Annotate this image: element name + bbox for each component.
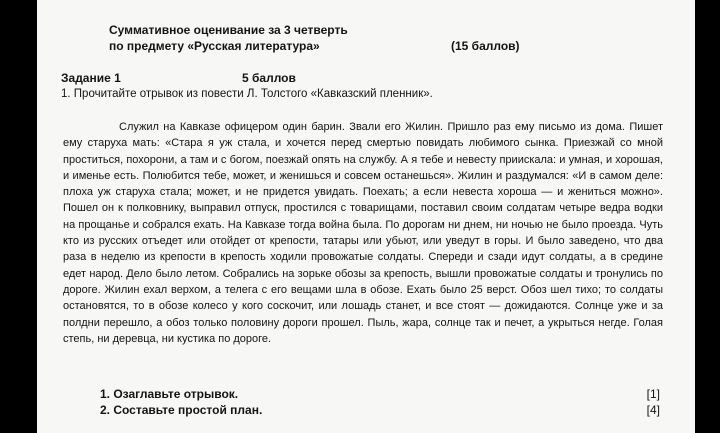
assessment-header [109, 22, 348, 54]
story-excerpt: Служил на Кавказе офицером один барин. Звали его Жилин. Пришло раз ему письмо из дома. Пишет ему старуха мать: «Стара я уж стала, и хочется перед смертью повидать любимого сынка. Приезжай со мной проститься, похорони, а там и с богом, поезжай опять на службу. А я тебе и невесту приискала: и умная, и хорошая, и именье есть. Полюбится тебе, может, и женишься и совсем останешься». Жилин и раздумался: «И в самом деле: плоха уж старуха стала; может, и не придется увидать. Поехать; а если невеста хороша — и жениться можно». Пошел он к полковнику, выправил отпуск, простился с товарищами, поставил своим солдатам четыре ведра водки на прощанье и собрался ехать. На Кавказе тогда война была. По дорогам ни днем, ни ночью не было проезда. Чуть кто из русских отъедет или отойдет от крепости, татары или убьют, или уведут в горы. И было заведено, что два раза в неделю из крепости в крепость ходили провожатые солдаты. Спереди и сзади идут солдаты, а в средине едет народ. Дело было летом. Собрались на зорьке обозы за крепость, вышли провожатые солдаты и тронулись по дороге. Жилин ехал верхом, а телега с его вещами шла в обозе. Ехать было 25 верст. Обоз шел тихо; то солдаты остановятся, то в обозе колесо у кого соскочит, или лошадь станет, и все стоят — дожидаются. Солнце уже и за полдни перешло, а обоз только половину дороги прошел. Пыль, жара, солнце так и печет, а укрыться негде. Голая степь, ни деревца, ни кустика по дороге. [63, 121, 663, 345]
question-2-points: [4] [646, 403, 660, 417]
assessment-title: Суммативное оценивание за 3 четверть [109, 23, 348, 37]
question-1-text: 1. Озаглавьте отрывок. [100, 387, 239, 401]
task-points: 5 баллов [242, 71, 296, 85]
task-title: Задание 1 [61, 71, 121, 85]
subject-line: по предмету «Русская литература» [109, 39, 320, 53]
question-2 [100, 402, 660, 418]
worksheet-page [37, 0, 695, 433]
task-instruction: 1. Прочитайте отрывок из повести Л. Толстого «Кавказский пленник». [61, 88, 433, 100]
question-2-text: 2. Составьте простой план. [100, 403, 263, 417]
question-1 [100, 386, 660, 402]
question-1-points: [1] [646, 387, 660, 401]
total-points: (15 баллов) [451, 39, 520, 53]
